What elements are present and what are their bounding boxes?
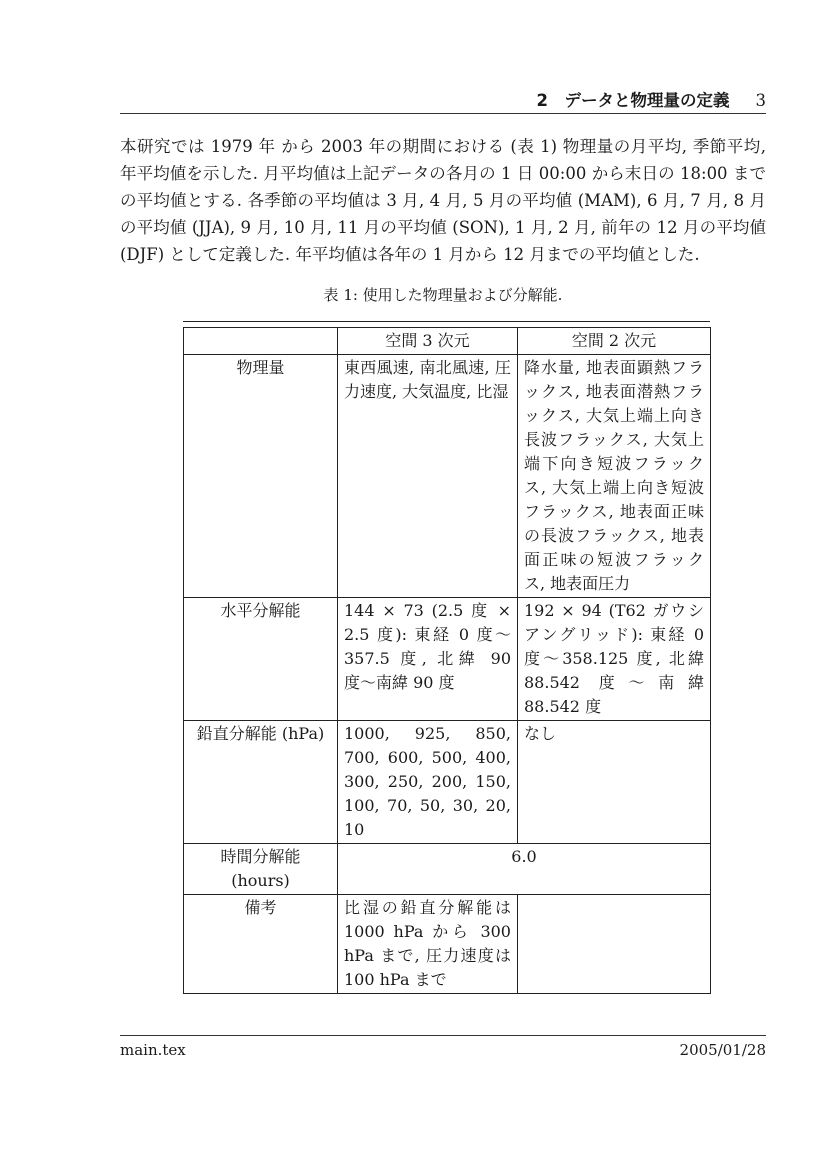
footer-rule (120, 1035, 766, 1036)
table-header-row (184, 328, 711, 355)
header-rule (120, 113, 766, 114)
header-cell-empty (184, 328, 338, 355)
cell-2d: 192 × 94 (T62 ガウシアングリッド): 東経 0 度〜358.125 度, 北緯 88.542 度〜南緯 88.542 度 (518, 598, 711, 721)
table-1 (183, 321, 710, 994)
table-caption (120, 284, 766, 305)
cell-3d: 比湿の鉛直分解能は 1000 hPa から 300 hPa まで, 圧力速度は 100 hPa まで (338, 895, 518, 994)
page-footer (120, 1041, 766, 1059)
table-caption-text: 表 1: 使用した物理量および分解能. (323, 286, 563, 304)
cell-2d: 降水量, 地表面顕熱フラックス, 地表面潜熱フラックス, 大気上端上向き長波フラックス, 大気上端下向き短波フラックス, 大気上端上向き短波フラックス, 地表面正味の長波フラックス, 地表面正味の短波フラックス, 地表面圧力 (518, 355, 711, 598)
cell-3d: 1000, 925, 850, 700, 600, 500, 400, 300, 250, 200, 150, 100, 70, 50, 30, 20, 10 (338, 721, 518, 844)
section-title: 2 データと物理量の定義 (536, 91, 730, 110)
row-label: 時間分解能 (hours) (184, 844, 338, 895)
row-label: 鉛直分解能 (hPa) (184, 721, 338, 844)
table-row (184, 895, 711, 994)
table-row (184, 355, 711, 598)
page-header (120, 87, 766, 111)
footer-filename: main.tex (120, 1041, 186, 1059)
row-label: 備考 (184, 895, 338, 994)
table-row (184, 721, 711, 844)
spec-table (183, 327, 711, 994)
row-label: 水平分解能 (184, 598, 338, 721)
row-label: 物理量 (184, 355, 338, 598)
footer-date: 2005/01/28 (679, 1041, 766, 1059)
table-row (184, 598, 711, 721)
header-cell-3d: 空間 3 次元 (338, 328, 518, 355)
table-row (184, 844, 711, 895)
cell-2d: なし (518, 721, 711, 844)
page-number: 3 (755, 91, 766, 110)
cell-merged: 6.0 (338, 844, 711, 895)
body-paragraph: 本研究では 1979 年 から 2003 年の期間における (表 1) 物理量の月平均, 季節平均, 年平均値を示した. 月平均値は上記データの各月の 1 日 00:00 から末日の 18:00 までの平均値とする. 各季節の平均値は 3 月, 4 月, 5 月の平均値 (MAM), 6 月, 7 月, 8 月の平均値 (JJA), 9 月, 10 月, 11 月の平均値 (SON), 1 月, 2 月, 前年の 12 月の平均値 (DJF) として定義した. 年平均値は各年の 1 月から 12 月までの平均値とした. (120, 137, 766, 264)
cell-3d: 144 × 73 (2.5 度 × 2.5 度): 東経 0 度〜 357.5 度, 北緯 90 度〜南緯 90 度 (338, 598, 518, 721)
cell-2d (518, 895, 711, 994)
cell-3d: 東西風速, 南北風速, 圧力速度, 大気温度, 比湿 (338, 355, 518, 598)
header-cell-2d: 空間 2 次元 (518, 328, 711, 355)
